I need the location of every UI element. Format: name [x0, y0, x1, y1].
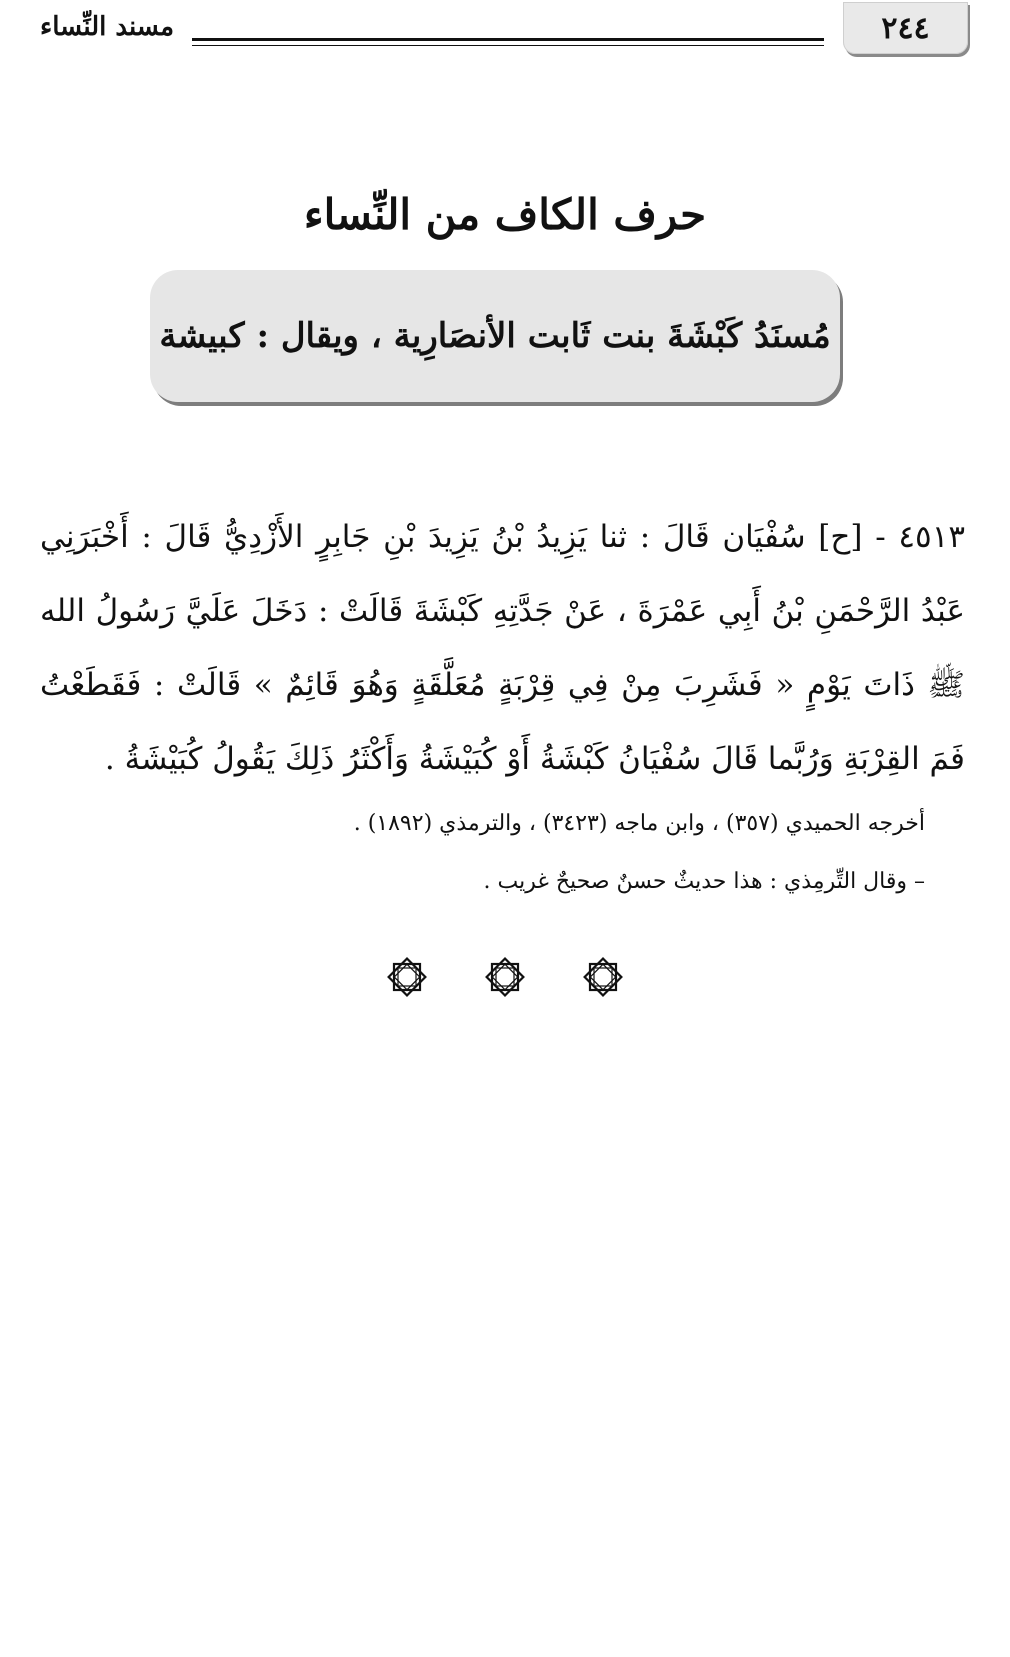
- eight-point-star-icon: [385, 955, 429, 999]
- chapter-title: حرف الكاف من النِّساء: [303, 190, 707, 239]
- running-head: [0, 0, 1010, 70]
- section-end-ornaments: [385, 955, 625, 999]
- hadith-text: - [ح] سُفْيَان قَالَ : ثنا يَزِيدُ بْنُ يَزِيدَ بْنِ جَابِرٍ الأَزْدِيُّ قَالَ : أَخْبَرَنِي عَبْدُ الرَّحْمَنِ بْنُ أَبِي عَمْرَةَ ، عَنْ جَدَّتِهِ كَبْشَةَ قَالَتْ : دَخَلَ عَلَيَّ رَسُولُ الله ﷺ ذَاتَ يَوْمٍ « فَشَرِبَ مِنْ فِي قِرْبَةٍ مُعَلَّقَةٍ وَهُوَ قَائِمٌ » قَالَتْ : فَقَطَعْتُ فَمَ القِرْبَةِ وَرُبَّما قَالَ سُفْيَانُ كَبْشَةُ أَوْ كُبَيْشَةُ وَأَكْثَرُ ذَلِكَ يَقُولُ كُبَيْشَةُ .: [40, 519, 965, 777]
- musnad-title-box: [150, 270, 840, 402]
- takhrij-notes: [40, 795, 925, 911]
- hadith-number: ٤٥١٣: [898, 519, 965, 555]
- page-number: ٢٤٤: [843, 2, 968, 54]
- running-title: مسند النِّساء: [40, 12, 174, 42]
- musnad-title: مُسنَدُ كَبْشَةَ بنت ثَابت الأنصَارِية ، ويقال : كبيشة: [159, 316, 831, 356]
- takhrij-line-1: أخرجه الحميدي (٣٥٧) ، وابن ماجه (٣٤٢٣) ، والترمذي (١٨٩٢) .: [353, 811, 925, 836]
- header-rule: [192, 38, 824, 41]
- hadith-paragraph: [40, 500, 965, 796]
- header-rule-thin: [192, 45, 824, 46]
- eight-point-star-icon: [483, 955, 527, 999]
- takhrij-line-2: – وقال التِّرمِذي : هذا حديثٌ حسنٌ صحيحٌ غريب .: [483, 869, 925, 894]
- eight-point-star-icon: [581, 955, 625, 999]
